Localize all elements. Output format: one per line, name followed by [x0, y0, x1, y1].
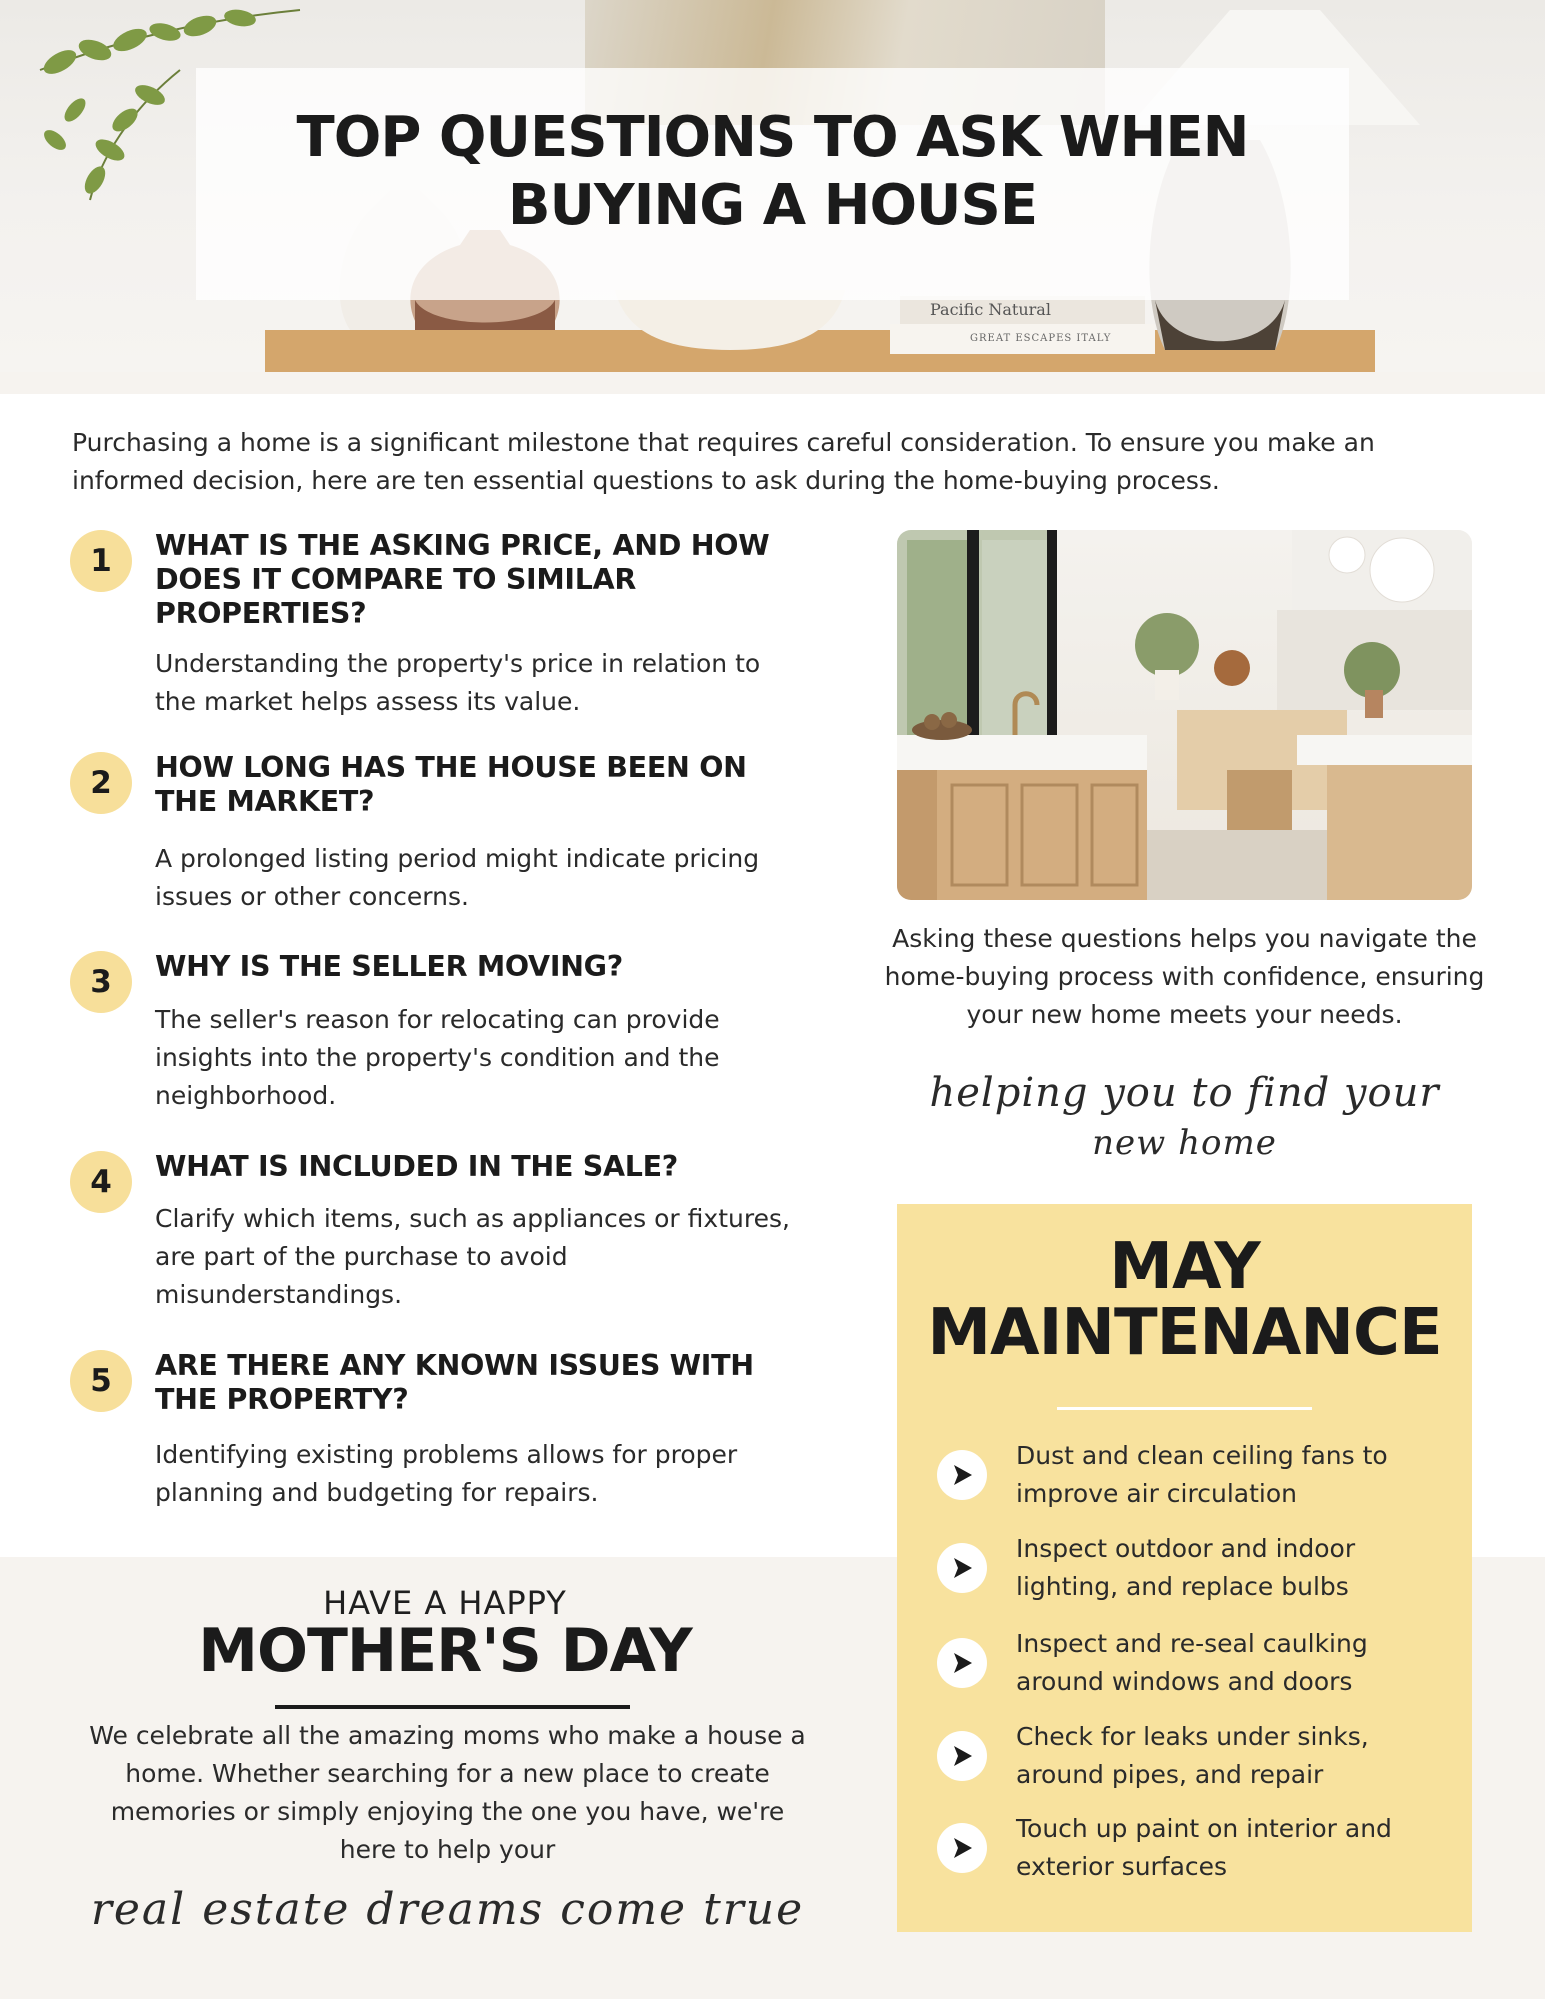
question-title: HOW LONG HAS THE HOUSE BEEN ON THE MARKET?	[155, 751, 747, 818]
hero-band	[0, 372, 1545, 394]
question-number-badge: 3	[70, 951, 132, 1013]
question-body: Clarify which items, such as appliances or fixtures, are part of the purchase to avoid misunderstandings.	[155, 1204, 790, 1309]
maintenance-item-text: Inspect and re-seal caulking around windows and doors	[1016, 1629, 1368, 1696]
question-number-badge: 1	[70, 530, 132, 592]
mothers-day-divider	[275, 1705, 630, 1709]
question-title: ARE THERE ANY KNOWN ISSUES WITH THE PROPERTY?	[155, 1349, 754, 1416]
play-arrow-icon	[937, 1731, 987, 1781]
question-title: WHY IS THE SELLER MOVING?	[155, 950, 623, 983]
page-title-line2: BUYING A HOUSE	[507, 173, 1038, 238]
tagline-script	[897, 1065, 1472, 1165]
closing-statement: Asking these questions helps you navigate the home-buying process with confidence, ensuring your new home meets your needs.	[884, 924, 1485, 1029]
maintenance-item-text: Check for leaks under sinks, around pipes, and repair	[1016, 1722, 1369, 1789]
maintenance-item-text: Inspect outdoor and indoor lighting, and replace bulbs	[1016, 1534, 1356, 1601]
tagline-script-line2: new home	[1092, 1123, 1277, 1163]
kitchen-photo	[897, 530, 1472, 900]
tagline-script-line1: helping you to find your	[929, 1070, 1440, 1116]
mothers-day-kicker: HAVE A HAPPY	[323, 1584, 567, 1622]
maintenance-title-line1: MAY	[1109, 1230, 1260, 1304]
question-title: WHAT IS THE ASKING PRICE, AND HOW DOES IT COMPARE TO SIMILAR PROPERTIES?	[155, 529, 770, 630]
play-arrow-icon	[937, 1638, 987, 1688]
maintenance-item-text: Dust and clean ceiling fans to improve air circulation	[1016, 1441, 1388, 1508]
maintenance-item-text: Touch up paint on interior and exterior surfaces	[1016, 1814, 1392, 1881]
question-body: The seller's reason for relocating can provide insights into the property's condition and the neighborhood.	[155, 1005, 720, 1110]
question-number-badge: 4	[70, 1151, 132, 1213]
question-body: A prolonged listing period might indicate pricing issues or other concerns.	[155, 844, 760, 911]
question-body: Identifying existing problems allows for proper planning and budgeting for repairs.	[155, 1440, 738, 1507]
maintenance-title	[897, 1230, 1472, 1370]
mothers-day-heading: MOTHER'S DAY	[198, 1616, 692, 1686]
kitchen-illustration	[897, 530, 1472, 900]
play-arrow-icon	[937, 1450, 987, 1500]
question-body: Understanding the property's price in relation to the market helps assess its value.	[155, 649, 761, 716]
page-title-line1: TOP QUESTIONS TO ASK WHEN	[296, 105, 1249, 170]
play-arrow-icon	[937, 1543, 987, 1593]
maintenance-title-line2: MAINTENANCE	[927, 1296, 1442, 1370]
mothers-day-body: We celebrate all the amazing moms who make a house a home. Whether searching for a new place to create memories or simply enjoying the one you have, we're here to help your	[89, 1721, 806, 1864]
play-arrow-icon	[937, 1823, 987, 1873]
mothers-day-script: real estate dreams come true	[90, 1884, 805, 1935]
intro-paragraph: Purchasing a home is a significant milestone that requires careful consideration. To ensure you make an informed decision, here are ten essential questions to ask during the home-buying process.	[72, 428, 1375, 495]
question-number-badge: 5	[70, 1350, 132, 1412]
book-title-2: GREAT ESCAPES ITALY	[970, 333, 1112, 344]
question-number-badge: 2	[70, 752, 132, 814]
maintenance-panel	[897, 1204, 1472, 1932]
maintenance-divider	[1057, 1407, 1312, 1410]
page-title	[196, 104, 1349, 240]
hero-image	[0, 0, 1545, 372]
question-title: WHAT IS INCLUDED IN THE SALE?	[155, 1150, 679, 1183]
book-title-1: Pacific Natural	[930, 300, 1051, 319]
